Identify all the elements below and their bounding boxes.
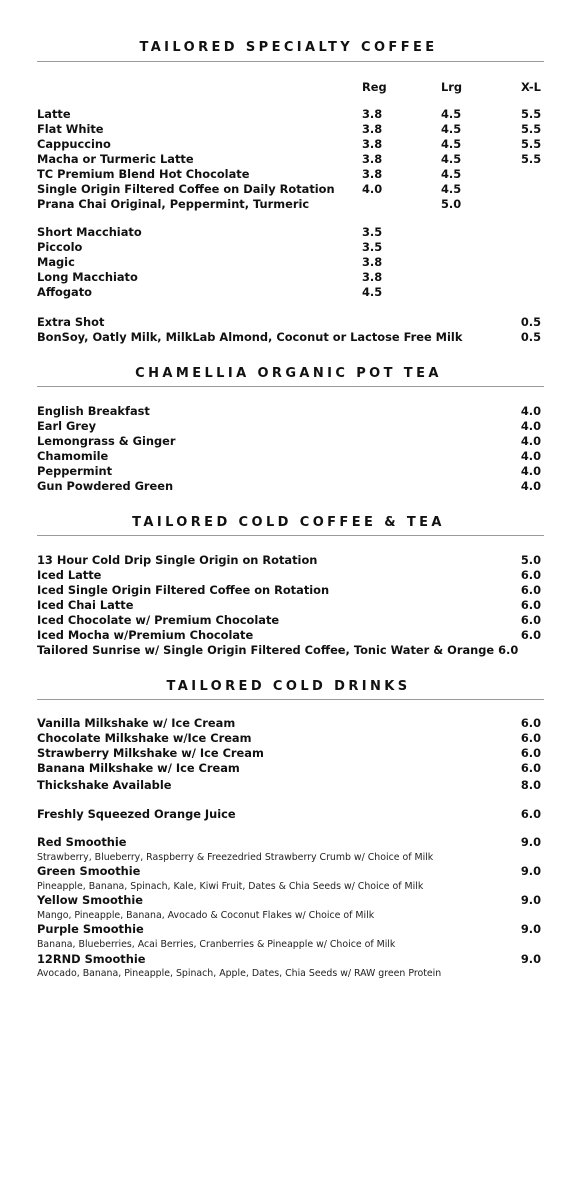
menu-item-name: Banana Milkshake w/ Ice Cream — [37, 761, 240, 775]
menu-item-name: Iced Mocha w/Premium Chocolate — [37, 628, 254, 642]
price-reg: 3.8 — [362, 167, 383, 181]
menu-item-row — [37, 449, 547, 464]
section-title-specialty-coffee: TAILORED SPECIALTY COFFEE — [139, 40, 438, 55]
menu-item-price: 6.0 — [520, 716, 541, 730]
column-header-lrg: Lrg — [441, 80, 463, 94]
menu-item-name: TC Premium Blend Hot Chocolate — [37, 167, 250, 181]
menu-item-row — [37, 167, 547, 182]
menu-item-price: 6.0 — [520, 807, 541, 821]
menu-item-name: Cappuccino — [37, 137, 111, 151]
price-reg: 3.5 — [362, 225, 383, 239]
menu-item-name: Single Origin Filtered Coffee on Daily Rotation — [37, 182, 335, 196]
price-lrg: 4.5 — [441, 137, 462, 151]
price-reg: 3.8 — [362, 107, 383, 121]
menu-item-name: Extra Shot — [37, 315, 105, 329]
menu-item-name: Vanilla Milkshake w/ Ice Cream — [37, 716, 236, 730]
menu-item-row — [37, 225, 547, 240]
menu-item-price: 6.0 — [520, 731, 541, 745]
price-lrg: 4.5 — [441, 152, 462, 166]
section-title-cold-drinks: TAILORED COLD DRINKS — [166, 679, 411, 694]
menu-item-name-with-price: Tailored Sunrise w/ Single Origin Filtered Coffee, Tonic Water & Orange 6.0 — [37, 643, 519, 657]
menu-item-price: 6.0 — [520, 761, 541, 775]
menu-item-price: 6.0 — [520, 613, 541, 627]
menu-item-row — [37, 240, 547, 255]
menu-item-row — [37, 598, 547, 613]
smoothie-price: 9.0 — [520, 952, 541, 966]
menu-item-name: BonSoy, Oatly Milk, MilkLab Almond, Coconut or Lactose Free Milk — [37, 330, 463, 344]
menu-item-name: Prana Chai Original, Peppermint, Turmeric — [37, 197, 310, 211]
menu-item-row — [37, 716, 547, 731]
menu-item-name: Long Macchiato — [37, 270, 138, 284]
section-title-pot-tea: CHAMELLIA ORGANIC POT TEA — [135, 366, 442, 381]
price-reg: 4.5 — [362, 285, 383, 299]
menu-item-price: 4.0 — [520, 464, 541, 478]
menu-item-price: 6.0 — [520, 746, 541, 760]
price-reg: 3.8 — [362, 137, 383, 151]
menu-item-row — [37, 315, 547, 330]
price-xl: 5.5 — [521, 152, 542, 166]
menu-item-row — [37, 107, 547, 122]
menu-item-price: 4.0 — [520, 419, 541, 433]
menu-item-price: 4.0 — [520, 404, 541, 418]
menu-item-row — [37, 628, 547, 643]
smoothie-row — [37, 893, 547, 908]
menu-item-row — [37, 152, 547, 167]
menu-item-price: 4.0 — [520, 434, 541, 448]
menu-item-price: 6.0 — [520, 628, 541, 642]
smoothie-description: Pineapple, Banana, Spinach, Kale, Kiwi Fruit, Dates & Chia Seeds w/ Choice of Milk — [37, 881, 424, 892]
column-header-xl: X-L — [521, 80, 541, 94]
smoothie-name: 12RND Smoothie — [37, 952, 146, 966]
smoothie-row — [37, 864, 547, 879]
smoothie-row — [37, 835, 547, 850]
menu-item-row — [37, 643, 547, 658]
menu-item-name: Iced Single Origin Filtered Coffee on Rotation — [37, 583, 330, 597]
section-title-cold-coffee-tea: TAILORED COLD COFFEE & TEA — [132, 515, 445, 530]
menu-item-row — [37, 330, 547, 345]
smoothie-name: Green Smoothie — [37, 864, 141, 878]
menu-item-name: Piccolo — [37, 240, 83, 254]
menu-item-row — [37, 255, 547, 270]
smoothie-price: 9.0 — [520, 864, 541, 878]
menu-item-row — [37, 270, 547, 285]
menu-item-name: Iced Chai Latte — [37, 598, 134, 612]
menu-item-name: Earl Grey — [37, 419, 97, 433]
menu-item-row — [37, 746, 547, 761]
section-divider — [37, 61, 544, 62]
menu-item-price: 6.0 — [520, 568, 541, 582]
menu-item-name: Lemongrass & Ginger — [37, 434, 176, 448]
smoothie-name: Red Smoothie — [37, 835, 127, 849]
menu-item-price: 0.5 — [520, 315, 541, 329]
price-xl: 5.5 — [521, 137, 542, 151]
menu-item-name: Short Macchiato — [37, 225, 142, 239]
price-xl: 5.5 — [521, 122, 542, 136]
menu-item-row — [37, 613, 547, 628]
menu-item-price: 5.0 — [520, 553, 541, 567]
menu-item-row — [37, 285, 547, 300]
menu-item-row — [37, 464, 547, 479]
smoothie-description: Mango, Pineapple, Banana, Avocado & Coconut Flakes w/ Choice of Milk — [37, 910, 375, 921]
menu-item-row — [37, 553, 547, 568]
menu-item-name: Affogato — [37, 285, 92, 299]
menu-item-row — [37, 807, 547, 822]
smoothie-name: Yellow Smoothie — [37, 893, 143, 907]
smoothie-price: 9.0 — [520, 893, 541, 907]
price-xl: 5.5 — [521, 107, 542, 121]
menu-item-row — [37, 404, 547, 419]
smoothie-price: 9.0 — [520, 922, 541, 936]
menu-item-row — [37, 731, 547, 746]
price-reg: 3.8 — [362, 255, 383, 269]
menu-item-row — [37, 479, 547, 494]
menu-item-name: English Breakfast — [37, 404, 150, 418]
price-lrg: 4.5 — [441, 182, 462, 196]
menu-item-row — [37, 137, 547, 152]
menu-item-row — [37, 182, 547, 197]
price-lrg: 5.0 — [441, 197, 462, 211]
price-lrg: 4.5 — [441, 107, 462, 121]
menu-item-row — [37, 419, 547, 434]
menu-item-price: 8.0 — [520, 778, 541, 792]
menu-item-name: Gun Powdered Green — [37, 479, 174, 493]
smoothie-description: Banana, Blueberries, Acai Berries, Cranberries & Pineapple w/ Choice of Milk — [37, 939, 396, 950]
menu-item-name: Flat White — [37, 122, 104, 136]
menu-item-name: Iced Latte — [37, 568, 102, 582]
menu-item-row — [37, 197, 547, 212]
menu-item-name: Thickshake Available — [37, 778, 172, 792]
menu-item-price: 6.0 — [520, 598, 541, 612]
menu-item-name: Freshly Squeezed Orange Juice — [37, 807, 236, 821]
smoothie-row — [37, 952, 547, 967]
menu-item-name: Latte — [37, 107, 71, 121]
section-divider — [37, 535, 544, 536]
menu-item-name: Macha or Turmeric Latte — [37, 152, 194, 166]
smoothie-name: Purple Smoothie — [37, 922, 144, 936]
price-lrg: 4.5 — [441, 122, 462, 136]
menu-item-name: Iced Chocolate w/ Premium Chocolate — [37, 613, 280, 627]
menu-item-price: 6.0 — [520, 583, 541, 597]
menu-item-row — [37, 761, 547, 776]
menu-item-price: 4.0 — [520, 449, 541, 463]
menu-item-price: 4.0 — [520, 479, 541, 493]
menu-item-name: Magic — [37, 255, 75, 269]
price-reg: 3.8 — [362, 152, 383, 166]
menu-item-row — [37, 583, 547, 598]
column-header-reg: Reg — [362, 80, 387, 94]
section-divider — [37, 386, 544, 387]
menu-item-row — [37, 434, 547, 449]
smoothie-description: Strawberry, Blueberry, Raspberry & Freezedried Strawberry Crumb w/ Choice of Milk — [37, 852, 434, 863]
menu-item-row — [37, 122, 547, 137]
menu-item-price: 0.5 — [520, 330, 541, 344]
price-reg: 3.8 — [362, 122, 383, 136]
price-reg: 3.8 — [362, 270, 383, 284]
menu-item-row — [37, 778, 547, 793]
menu-item-name: Strawberry Milkshake w/ Ice Cream — [37, 746, 264, 760]
menu-item-name: Peppermint — [37, 464, 113, 478]
smoothie-price: 9.0 — [520, 835, 541, 849]
section-divider — [37, 699, 544, 700]
price-lrg: 4.5 — [441, 167, 462, 181]
menu-item-row — [37, 568, 547, 583]
smoothie-row — [37, 922, 547, 937]
smoothie-description: Avocado, Banana, Pineapple, Spinach, Apple, Dates, Chia Seeds w/ RAW green Protein — [37, 968, 442, 979]
price-reg: 4.0 — [362, 182, 383, 196]
price-reg: 3.5 — [362, 240, 383, 254]
menu-item-name: Chamomile — [37, 449, 109, 463]
menu-item-name: Chocolate Milkshake w/Ice Cream — [37, 731, 252, 745]
menu-item-name: 13 Hour Cold Drip Single Origin on Rotation — [37, 553, 318, 567]
